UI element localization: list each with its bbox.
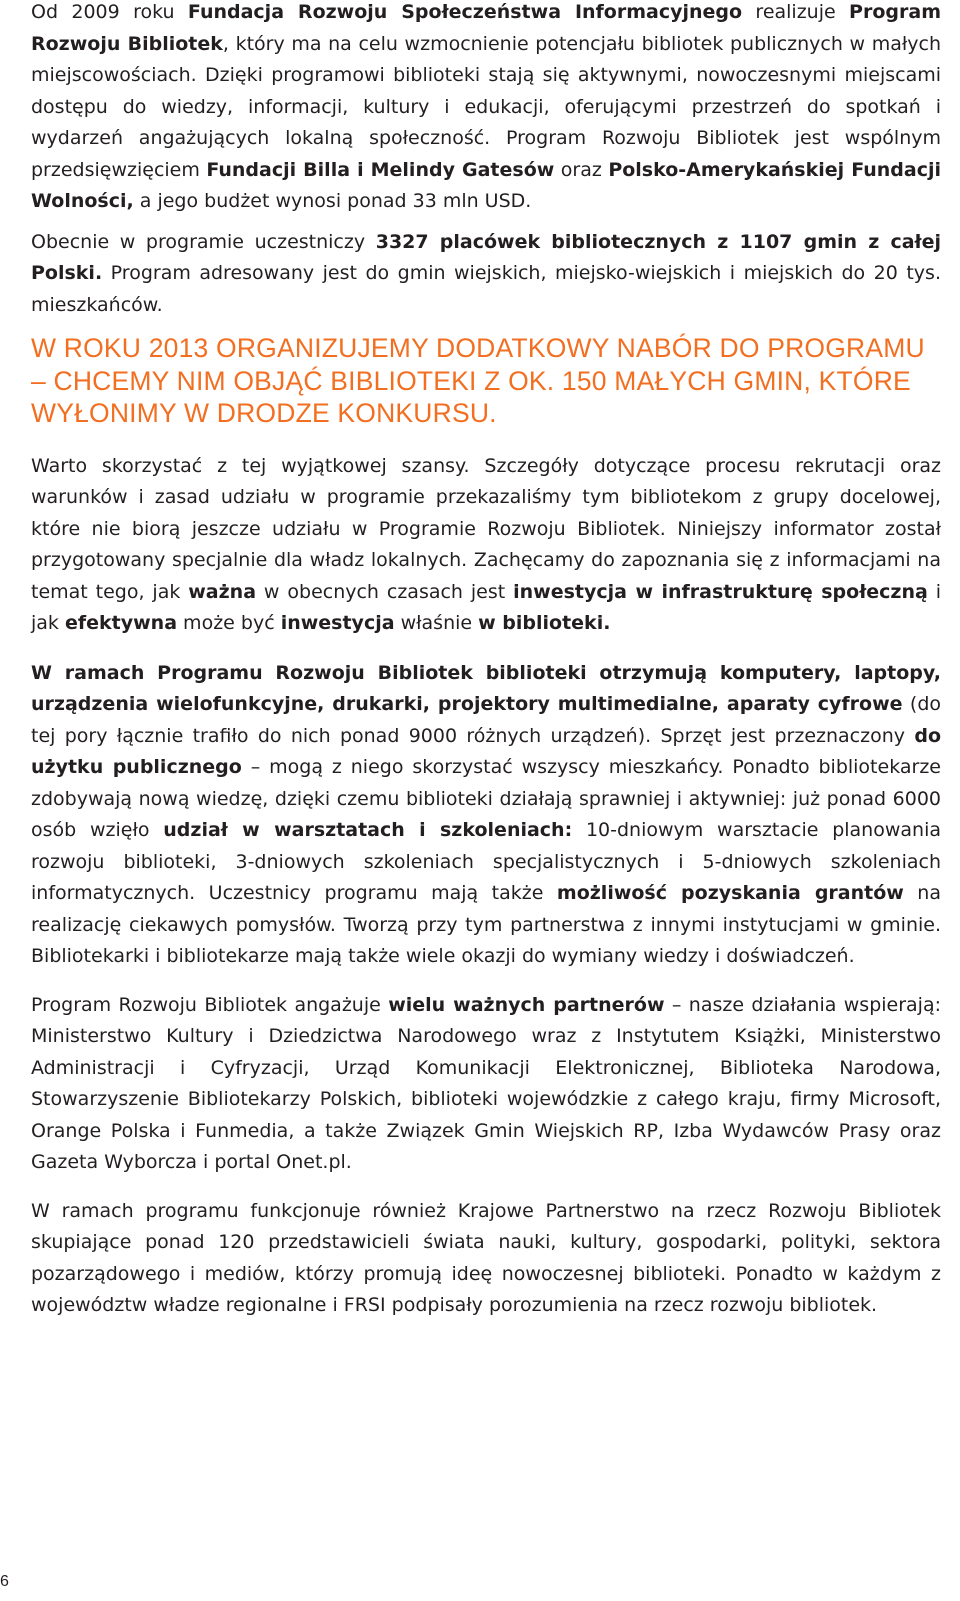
headline-line: – CHCEMY NIM OBJĄĆ BIBLIOTEKI Z OK. 150 MAŁYCH GMIN, KTÓRE bbox=[31, 365, 911, 396]
page-number: 6 bbox=[0, 1573, 9, 1590]
paragraph-participants bbox=[31, 227, 941, 322]
text-run: a jego budżet wynosi ponad 33 mln USD. bbox=[133, 190, 532, 212]
headline-line: WYŁONIMY W DRODZE KONKURSU. bbox=[31, 398, 497, 428]
bold-text-run: Fundacja Rozwoju Społeczeństwa Informacyjnego bbox=[187, 1, 743, 23]
text-run: właśnie bbox=[394, 612, 479, 634]
text-run: – mogą z niego skorzystać wszyscy mieszkańcy. Ponadto bibliotekarze zdobywają nową wiedzę, dzięki czemu biblioteki działają sprawniej i aktywniej: już ponad 6000 osób wzięło bbox=[31, 756, 941, 841]
bold-text-run: Polsko-Amerykańskiej Fundacji Wolności, bbox=[31, 158, 942, 212]
document-page bbox=[31, 0, 941, 1322]
bold-text-run: W ramach Programu Rozwoju Bibliotek biblioteki otrzymują komputery, laptopy, urządzenia wielofunkcyjne, drukarki, projektory multimedialne, aparaty cyfrowe bbox=[31, 661, 941, 715]
text-run: na realizację ciekawych pomysłów. Tworzą przy tym partnerstwa z innymi instytucjami w gminie. Bibliotekarki i bibliotekarze mają także wiele okazji do wymiany wiedzy i doświadczeń. bbox=[31, 882, 941, 967]
text-run: Warto skorzystać z tej wyjątkowej szansy. Szczegóły dotyczące procesu rekrutacji oraz warunków i zasad udziału w programie przekazaliśmy tym bibliotekom z grupy docelowej, które nie biorą jeszcze udziału w Programie Rozwoju Bibliotek. Niniejszy informator został przygotowany specjalnie dla władz lokalnych. Zachęcamy do zapoznania się z informacjami na temat tego, jak bbox=[31, 454, 941, 603]
bold-text-run: inwestycja bbox=[280, 612, 395, 634]
text-run: Obecnie w programie uczestniczy bbox=[31, 230, 376, 253]
paragraph-opportunity bbox=[31, 451, 941, 640]
paragraph-partnership bbox=[31, 1196, 941, 1322]
text-run: może być bbox=[177, 612, 281, 634]
text-run: realizuje bbox=[742, 1, 850, 23]
bold-text-run: inwestycja w infrastrukturę społeczną bbox=[513, 580, 928, 603]
text-run: , który ma na celu wzmocnienie potencjału bibliotek publicznych w małych miejscowościach. Dzięki programowi biblioteki stają się aktywnymi, nowoczesnymi miejscami dostępu do wiedzy, informacji, kultury i edukacji, oferującymi przestrzeń do spotkań i wydarzeń angażujących lokalną społeczność. Program Rozwoju Bibliotek jest wspólnym przedsięwzięciem bbox=[31, 32, 941, 181]
paragraph-equipment bbox=[31, 658, 941, 973]
text-run: (do tej pory łącznie trafiło do nich ponad 9000 różnych urządzeń). Sprzęt jest przeznaczony bbox=[31, 693, 941, 747]
text-run: i jak bbox=[31, 580, 941, 634]
paragraph-intro bbox=[31, 0, 941, 218]
bold-text-run: wielu ważnych partnerów bbox=[388, 993, 665, 1016]
bold-text-run: ważna bbox=[188, 580, 257, 603]
text-run: oraz bbox=[554, 158, 609, 181]
bold-text-run: 3327 placówek bibliotecznych z 1107 gmin z całej Polski. bbox=[31, 230, 941, 284]
bold-text-run: Program Rozwoju Bibliotek bbox=[31, 1, 941, 55]
text-run: Od 2009 roku bbox=[31, 1, 188, 23]
bold-text-run: udział w warsztatach i szkoleniach: bbox=[163, 819, 573, 841]
bold-text-run: efektywna bbox=[64, 612, 178, 634]
text-run: Program Rozwoju Bibliotek angażuje bbox=[31, 993, 389, 1016]
bold-text-run: Fundacji Billa i Melindy Gatesów bbox=[206, 158, 555, 181]
paragraph-partners bbox=[31, 990, 941, 1179]
headline-callout bbox=[31, 332, 941, 430]
bold-text-run: w biblioteki. bbox=[478, 612, 611, 634]
bold-text-run: do użytku publicznego bbox=[31, 724, 941, 778]
headline-line: W ROKU 2013 ORGANIZUJEMY DODATKOWY NABÓR DO PROGRAMU bbox=[31, 333, 925, 363]
text-run: – nasze działania wspierają: Ministerstwo Kultury i Dziedzictwa Narodowego wraz z Instytutem Książki, Ministerstwo Administracji i Cyfryzacji, Urząd Komunikacji Elektronicznej, Biblioteka Narodowa, Stowarzyszenie Bibliotekarzy Polskich, biblioteki wojewódzkie z całego kraju, firmy Microsoft, Orange Polska i Funmedia, a także Związek Gmin Wiejskich RP, Izba Wydawców Prasy oraz Gazeta Wyborcza i portal Onet.pl. bbox=[31, 993, 941, 1173]
bold-text-run: możliwość pozyskania grantów bbox=[556, 882, 904, 904]
text-run: W ramach programu funkcjonuje również Krajowe Partnerstwo na rzecz Rozwoju Bibliotek skupiające ponad 120 przedstawicieli świata nauki, kultury, gospodarki, polityki, sektora pozarządowego i mediów, którzy promują ideę nowoczesnej biblioteki. Ponadto w każdym z województw władze regionalne i FRSI podpisały porozumienia na rzecz rozwoju bibliotek. bbox=[31, 1199, 941, 1316]
text-run: w obecnych czasach jest bbox=[256, 580, 514, 603]
text-run: 10-dniowym warsztacie planowania rozwoju biblioteki, 3-dniowych szkoleniach specjalistycznych i 5-dniowych szkoleniach informatycznych. Uczestnicy programu mają także bbox=[31, 819, 941, 904]
text-run: Program adresowany jest do gmin wiejskich, miejsko-wiejskich i miejskich do 20 tys. mieszkańców. bbox=[31, 262, 941, 316]
